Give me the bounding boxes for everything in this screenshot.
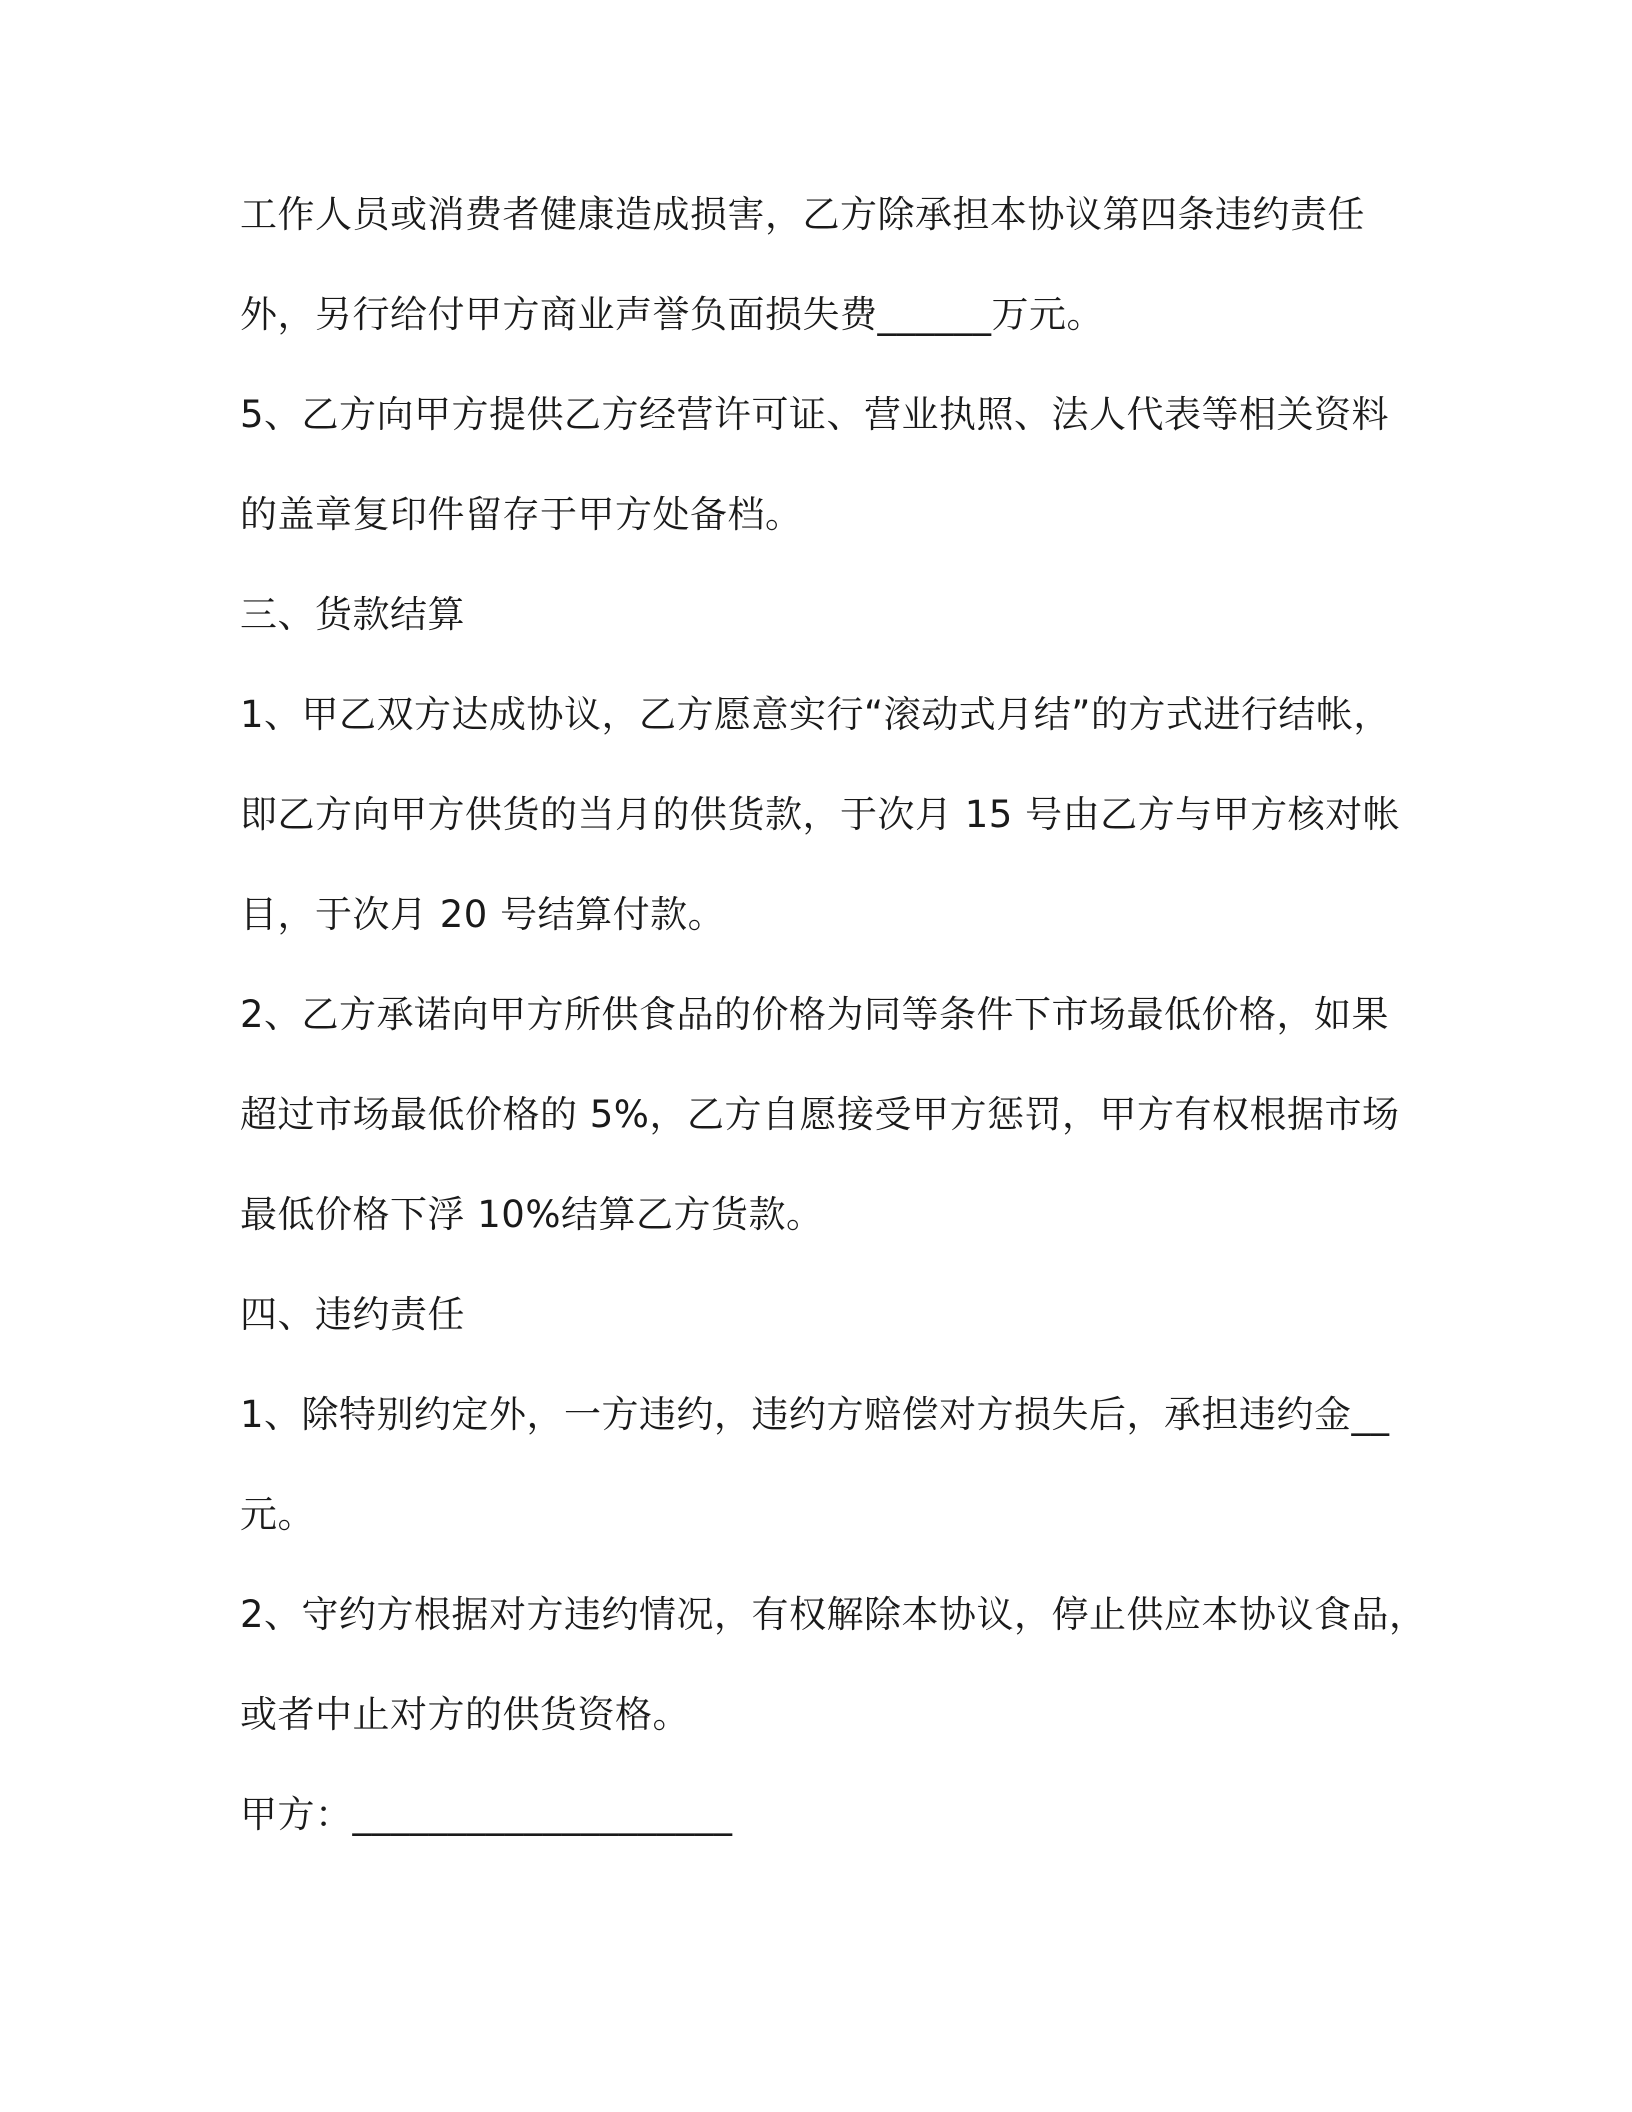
paragraph-line: 1、甲乙双方达成协议，乙方愿意实行“滚动式月结”的方式进行结帐， (240, 693, 1391, 736)
paragraph-line: 外，另行给付甲方商业声誉负面损失费______万元。 (240, 293, 1104, 336)
section-heading: 三、货款结算 (240, 593, 465, 636)
paragraph-line: 超过市场最低价格的 5%，乙方自愿接受甲方惩罚，甲方有权根据市场 (240, 1093, 1400, 1136)
paragraph-line: 5、乙方向甲方提供乙方经营许可证、营业执照、法人代表等相关资料 (240, 393, 1390, 436)
paragraph-line: 工作人员或消费者健康造成损害，乙方除承担本协议第四条违约责任 (240, 193, 1365, 236)
paragraph-line: 的盖章复印件留存于甲方处备档。 (240, 493, 803, 536)
paragraph-line: 最低价格下浮 10%结算乙方货款。 (240, 1193, 824, 1236)
paragraph-line: 或者中止对方的供货资格。 (240, 1693, 690, 1736)
paragraph-line: 1、除特别约定外，一方违约，违约方赔偿对方损失后，承担违约金__ (240, 1393, 1390, 1436)
paragraph-line: 即乙方向甲方供货的当月的供货款，于次月 15 号由乙方与甲方核对帐 (240, 793, 1401, 836)
paragraph-line: 目，于次月 20 号结算付款。 (240, 893, 726, 936)
signature-line-party-a: 甲方：____________________ (240, 1793, 733, 1836)
paragraph-line: 2、乙方承诺向甲方所供食品的价格为同等条件下市场最低价格，如果 (240, 993, 1390, 1036)
paragraph-line: 2、守约方根据对方违约情况，有权解除本协议，停止供应本协议食品， (240, 1593, 1427, 1636)
section-heading: 四、违约责任 (240, 1293, 465, 1336)
paragraph-line: 元。 (240, 1493, 315, 1536)
